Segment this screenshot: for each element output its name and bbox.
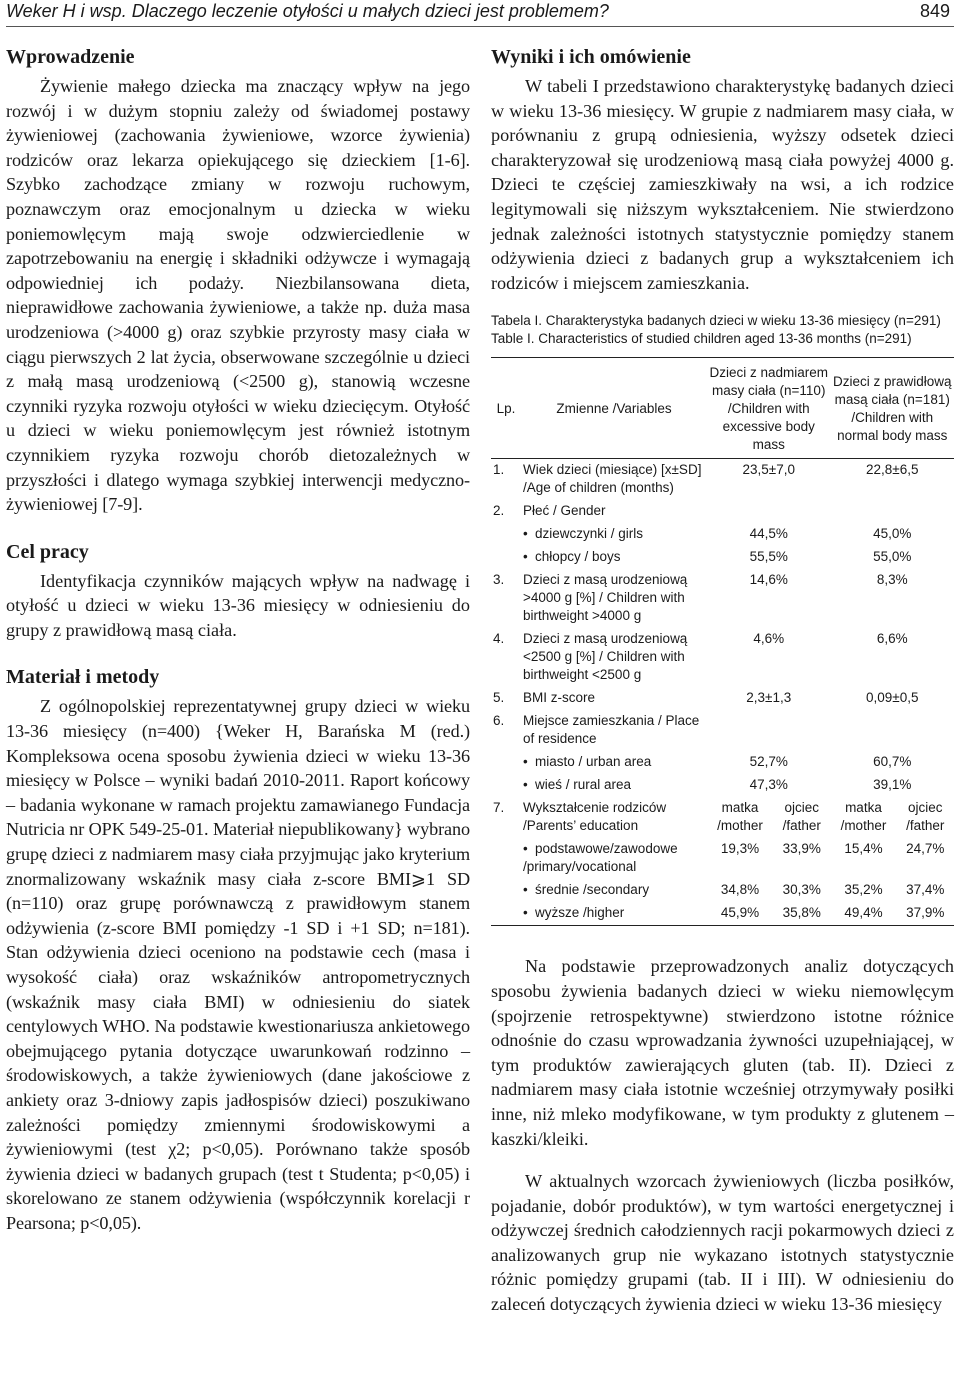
table-caption: [491, 311, 954, 347]
intro-paragraph: Żywienie małego dziecka ma znaczący wpływ na jego rozwój i w dużym stopniu zależy od świadomej postawy żywieniowej (zachowania żywieniowe, wzorce żywienia) rodziców oraz lekarza opiekującego się dzieckiem [1-6]. Szybko zachodzące zmiany w rozwoju ruchowym, poznawczym oraz emocjonalnym u dziecka w wieku poniemowlęcym mają swoje odzwierciedlenie w zapotrzebowaniu na energię i składniki odżywcze i wymagają odpowiedniej ich podaży. Niezbilansowana dieta, nieprawidłowe zachowania żywieniowe, a także np. duża masa urodzeniowa (>4000 g) oraz szybkie przyrosty masy ciała w ciągu pierwszych 2 lat życia, obserwowane szczególnie u dzieci z małą masą urodzeniową (<2500 g), stanowią wczesne czynniki ryzyka rozwoju otyłości w wieku dziecięcym. Otyłość u dzieci w wieku poniemowlęcym jest również istotnym czynnikiem ryzyka rozwoju chorób dietozależnych w przyszłości i dlatego wymaga szybkiej interwencji medyczno-żywieniowej [7-9].: [6, 76, 470, 515]
value-normal: 22,8±6,5: [866, 462, 919, 478]
table-row: [491, 459, 954, 501]
table-header-row: [491, 358, 954, 459]
row-label: Miejsce zamieszkania / Place of residence: [523, 713, 700, 747]
value-excess: 4,6%: [753, 631, 785, 647]
table-row: [491, 628, 954, 687]
row-number: 3.: [493, 572, 505, 588]
header-variables: Zmienne /Variables: [521, 358, 707, 459]
table-row: [491, 710, 954, 751]
value-excess: 2,3±1,3: [746, 690, 792, 706]
row-label: Wykształcenie rodziców /Parents’ education: [523, 800, 667, 834]
value-cell: 33,9%: [782, 841, 821, 857]
value-normal: 39,1%: [873, 777, 912, 793]
value-normal: 45,0%: [873, 526, 912, 542]
table-row: [491, 774, 954, 797]
subheader-mother: matka /mother: [717, 800, 763, 834]
row-label: Dzieci z masą urodzeniową <2500 g [%] / Children with birthweight <2500 g: [523, 631, 688, 683]
right-column: [491, 36, 954, 1317]
methods-heading: Materiał i metody: [6, 666, 160, 689]
row-label: Wiek dzieci (miesiące) [x±SD] /Age of children (months): [523, 462, 702, 496]
value-excess: 52,7%: [749, 754, 788, 770]
value-excess: 47,3%: [749, 777, 788, 793]
row-number: 7.: [493, 800, 505, 816]
value-cell: 35,8%: [782, 905, 821, 921]
value-excess: 14,6%: [749, 572, 788, 588]
value-cell: 24,7%: [906, 841, 945, 857]
running-header: [6, 0, 954, 27]
table-row: [491, 879, 954, 902]
left-column: [6, 36, 470, 1236]
value-normal: 60,7%: [873, 754, 912, 770]
subheader-father: ojciec /father: [906, 800, 945, 834]
row-label: • podstawowe/zawodowe /primary/vocational: [521, 838, 707, 879]
row-label: • wyższe /higher: [521, 902, 707, 926]
value-excess: 55,5%: [749, 549, 788, 565]
discussion-paragraph-1: Na podstawie przeprowadzonych analiz dotyczących sposobu żywienia badanych dzieci w wieku niemowlęcym (spojrzenie retrospektywne) stwierdzono istotne różnice odnośnie do czasu wprowadzania żywności uzupełniającej, w tym produktów zawierających gluten (tab. II). Dzieci z nadmiarem masy ciała istotnie wcześniej otrzymywały posiłki inne, niż mleko modyfikowane, w tym produkty z glutenem – kaszki/kleiki.: [491, 956, 954, 1149]
table-row: [491, 523, 954, 546]
value-excess: 23,5±7,0: [742, 462, 795, 478]
row-label: • chłopcy / boys: [521, 546, 707, 569]
table-row: [491, 546, 954, 569]
results-paragraph: W tabeli I przedstawiono charakterystykę badanych dzieci w wieku 13-36 miesięcy. W grupie z nadmiarem masy ciała, w porównaniu z grupą odniesienia, wyższy odsetek dzieci charakteryzował się urodzeniową masą ciała powyżej 4000 g. Dzieci te częściej zamieszkiwały na wsi, a ich rodzice legitymowali się niższym wykształceniem. Nie stwierdzono jednak zależności istotnych statystycznie pomiędzy stanem odżywienia dzieci z badanych grup a wykształceniem ich rodziców i miejscem zamieszkania.: [491, 76, 954, 293]
row-label: • dziewczynki / girls: [521, 523, 707, 546]
row-label: Dzieci z masą urodzeniową >4000 g [%] / Children with birthweight >4000 g: [523, 572, 688, 624]
value-normal: 55,0%: [873, 549, 912, 565]
table-row: [491, 500, 954, 523]
row-number: 6.: [493, 713, 505, 729]
header-lp: Lp.: [491, 358, 521, 459]
header-excess-group: Dzieci z nadmiarem masy ciała (n=110) /Children with excessive body mass: [707, 358, 830, 459]
row-number: 5.: [493, 690, 505, 706]
value-normal: 8,3%: [876, 572, 908, 588]
characteristics-table: [491, 357, 954, 926]
value-cell: 30,3%: [782, 882, 821, 898]
table-row: [491, 838, 954, 879]
value-cell: 35,2%: [844, 882, 883, 898]
row-label: • miasto / urban area: [521, 751, 707, 774]
table-row: [491, 751, 954, 774]
value-cell: 37,4%: [906, 882, 945, 898]
value-cell: 34,8%: [720, 882, 760, 898]
row-label: • wieś / rural area: [521, 774, 707, 797]
row-label: • średnie /secondary: [521, 879, 707, 902]
value-normal: 0,09±0,5: [866, 690, 919, 706]
running-title: Weker H i wsp. Dlaczego leczenie otyłości u małych dzieci jest problemem?: [6, 1, 609, 21]
page-number: 849: [919, 1, 950, 21]
table-row: [491, 687, 954, 710]
value-cell: 15,4%: [844, 841, 883, 857]
value-cell: 37,9%: [906, 905, 945, 921]
header-normal-group: Dzieci z prawidłową masą ciała (n=181) /Children with normal body mass: [830, 358, 954, 459]
value-normal: 6,6%: [876, 631, 908, 647]
caption-pl: Tabela I. Charakterystyka badanych dzieci w wieku 13-36 miesięcy (n=291): [491, 313, 941, 329]
subheader-mother: matka /mother: [840, 800, 887, 834]
row-label: Płeć / Gender: [523, 503, 606, 519]
row-number: 4.: [493, 631, 505, 647]
intro-heading: Wprowadzenie: [6, 46, 135, 68]
methods-paragraph: Z ogólnopolskiej reprezentatywnej grupy dzieci w wieku 13-36 miesięcy (n=400) {Weker H, Barańska M (red.) Kompleksowa ocena sposobu żywienia dzieci w wieku 13-36 miesięcy w Polsce – wyniki badań 2010-2011. Raport końcowy – badania wykonane w ramach projektu zamawianego Fundacja Nutricia nr OPK 549-25-01. Materiał niepublikowany} wybrano grupę dzieci z nadmiarem masy ciała przyjmując jako kryterium znormalizowany wskaźnik masy ciała z-score BMI⩾1 SD (n=110) oraz grupę porównawczą z prawidłowym stanem odżywienia (z-score BMI pomiędzy -1 SD i +1 SD; n=181). Stan odżywienia dzieci oceniono na podstawie cech (masa i wysokość ciała) oraz wskaźników antropometrycznych (wskaźnik masy ciała BMI) w odniesieniu do siatek centylowych WHO. Na podstawie kwestionariusza ankietowego obejmującego pytania dotyczące uwarunkowań rodzinno – środowiskowych, a także żywieniowych (dane jakościowe z ankiety oraz 3-dniowy zapis jadłospisów dzieci) poszukiwano zależności pomiędzy zmiennymi środowiskowymi a żywieniowymi (test χ2; p<0,05). Porównano także sposób żywienia dzieci w badanych grupach (test t Studenta; p<0,05) i skorelowano ze stanem odżywienia (współczynnik korelacji r Pearsona; p<0,05).: [6, 696, 470, 1233]
aim-heading: Cel pracy: [6, 540, 89, 563]
aim-paragraph: Identyfikacja czynników mających wpływ na nadwagę i otyłość u dzieci w wieku 13-36 miesięcy w odniesieniu do grupy z prawidłową masą ciała.: [6, 570, 470, 640]
row-label: BMI z-score: [523, 690, 596, 706]
row-number: 1.: [493, 462, 505, 478]
discussion-paragraph-2: W aktualnych wzorcach żywieniowych (liczba posiłków, pojadanie, dobór produktów), w tym wartości energetycznej i odżywczej średnich całodziennych racji pokarmowych dzieci z analizowanych grup nie wykazano istotnych statystycznie różnic pomiędzy grupami (tab. II i III). W odniesieniu do zaleceń dotyczących żywienia dzieci w wieku 13-36 miesięcy: [491, 1171, 954, 1315]
value-cell: 19,3%: [720, 841, 760, 857]
table-row: [491, 569, 954, 628]
table-row: [491, 902, 954, 926]
results-heading: Wyniki i ich omówienie: [491, 46, 691, 68]
value-cell: 45,9%: [720, 905, 760, 921]
subheader-father: ojciec /father: [782, 800, 821, 834]
row-number: 2.: [493, 503, 505, 519]
value-cell: 49,4%: [844, 905, 883, 921]
table-row: [491, 797, 954, 838]
value-excess: 44,5%: [749, 526, 788, 542]
caption-en: Table I. Characteristics of studied children aged 13-36 months (n=291): [491, 331, 912, 347]
